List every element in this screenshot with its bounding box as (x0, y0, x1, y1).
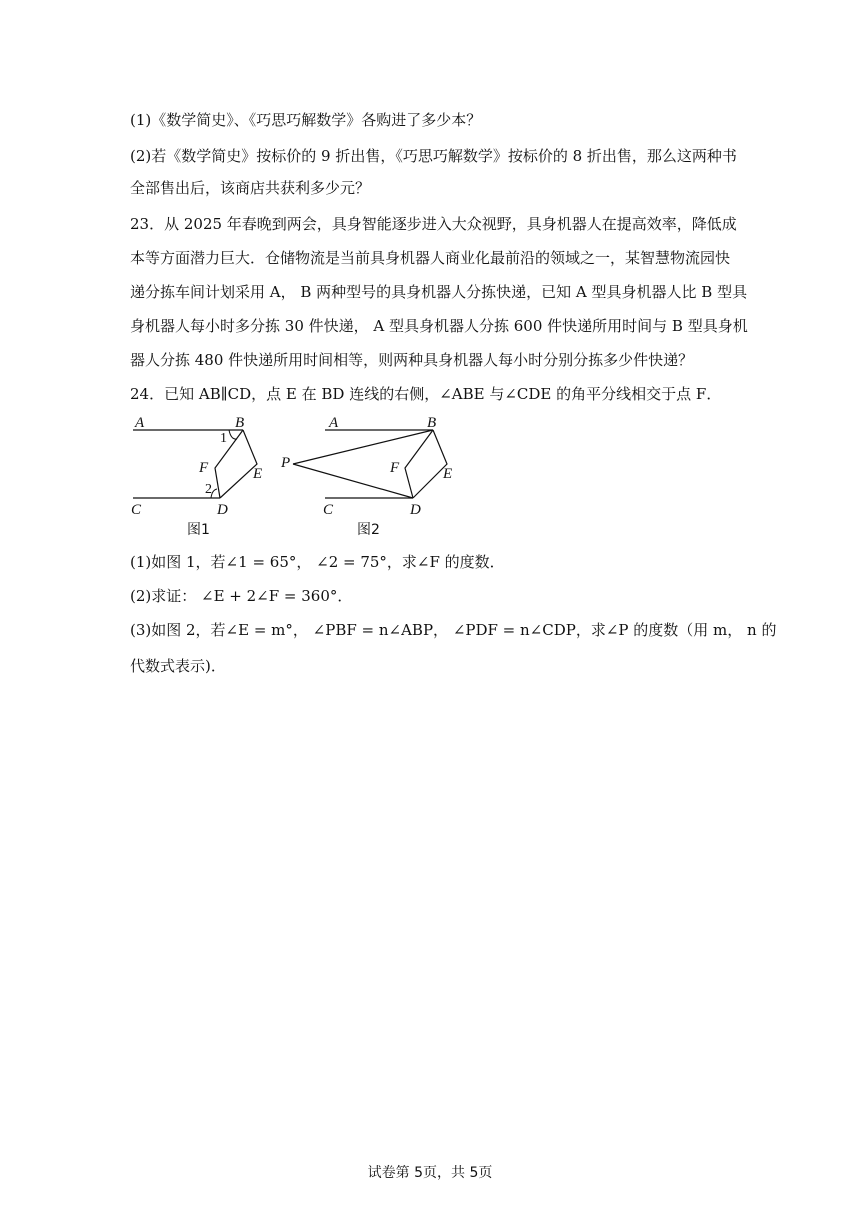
figure-1-caption: 图1 (187, 522, 210, 538)
label-p: P (281, 455, 291, 471)
label-f: F (390, 460, 400, 476)
label-c: C (131, 502, 142, 518)
q22-part2-line1: (2)若《数学简史》按标价的 9 折出售，《巧思巧解数学》按标价的 8 折出售，那么这两种书 (130, 147, 737, 165)
label-e: E (253, 466, 263, 482)
label-angle-1: 1 (220, 431, 227, 446)
q24-stem: 24．已知 AB∥CD，点 E 在 BD 连线的右侧，∠ABE 与∠CDE 的角平分线相交于点 F． (130, 385, 722, 403)
q22-part1: (1)《数学简史》、《巧思巧解数学》各购进了多少本？ (130, 111, 482, 129)
q23-line2: 本等方面潜力巨大．仓储物流是当前具身机器人商业化最前沿的领域之一，某智慧物流园快 (130, 249, 731, 267)
q23-line5: 器人分拣 480 件快递所用时间相等，则两种具身机器人每小时分别分拣多少件快递？ (130, 351, 694, 369)
label-b: B (427, 415, 437, 431)
q23-line3: 递分拣车间计划采用 A， B 两种型号的具身机器人分拣快递，已知 A 型具身机器人比 B 型具 (130, 283, 748, 301)
label-e: E (443, 466, 453, 482)
q23-line1: 23．从 2025 年春晚到两会，具身智能逐步进入大众视野，具身机器人在提高效率，降低成 (130, 215, 737, 233)
q24-part1: (1)如图 1，若∠1 = 65°， ∠2 = 75°，求∠F 的度数． (130, 553, 505, 571)
path-bfd (405, 430, 433, 498)
label-a: A (329, 415, 339, 431)
label-f: F (199, 460, 209, 476)
label-d: D (217, 502, 228, 518)
q24-part3-line1: (3)如图 2，若∠E = m°， ∠PBF = n∠ABP， ∠PDF = n∠CDP，求∠P 的度数（用 m， n 的 (130, 621, 777, 639)
angle1-arc (229, 430, 237, 439)
label-d: D (410, 502, 421, 518)
q22-part2-line2: 全部售出后，该商店共获利多少元？ (130, 179, 371, 197)
page-footer: 试卷第 5页，共 5页 (367, 1165, 493, 1181)
label-c: C (323, 502, 334, 518)
path-bed (413, 430, 447, 498)
figure-2-diagram (275, 410, 475, 540)
figure-2-caption: 图2 (357, 522, 380, 538)
figure-1-diagram (125, 410, 285, 540)
q24-part2: (2)求证： ∠E + 2∠F = 360°． (130, 587, 353, 605)
figure-1 (125, 410, 285, 540)
q24-part3-line2: 代数式表示)． (130, 657, 226, 675)
figure-2 (275, 410, 475, 540)
label-a: A (135, 415, 145, 431)
label-angle-2: 2 (205, 482, 212, 497)
q23-line4: 身机器人每小时多分拣 30 件快递， A 型具身机器人分拣 600 件快递所用时间与 B 型具身机 (130, 317, 748, 335)
label-b: B (235, 415, 245, 431)
